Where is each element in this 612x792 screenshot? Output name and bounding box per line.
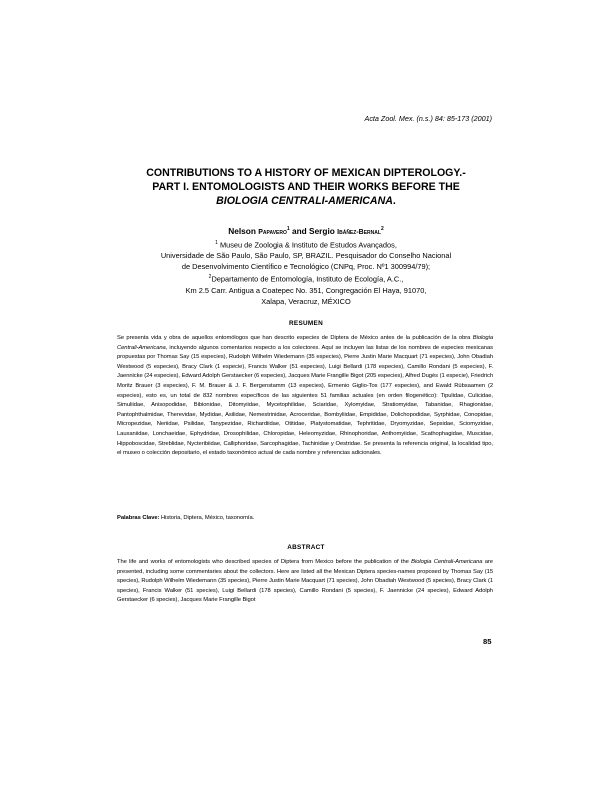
resumen-paragraph	[117, 334, 493, 459]
abstract-paragraph	[117, 558, 493, 606]
affiliations	[100, 238, 512, 307]
author-line	[100, 226, 512, 236]
resumen-heading: RESUMEN	[288, 320, 324, 327]
resumen-text-italic: Biologia Centrali-Americana	[117, 335, 493, 351]
author1-sup: 1	[286, 226, 290, 233]
author1-first: Nelson	[228, 226, 259, 236]
abstract-heading: ABSTRACT	[287, 544, 325, 551]
author-connector: and Sergio	[289, 226, 338, 236]
affiliation-2-sup: 2	[208, 274, 212, 281]
page-number: 85	[483, 637, 492, 646]
affiliation-2-line-2: Km 2.5 Carr. Antigua a Coatepec No. 351, Congregación El Haya, 91070,	[185, 285, 427, 295]
abstract-text-2: are presented, including some commentaries about the collectors. Here are listed all the Mexican Diptera species-names proposed by Thomas Say (15 species), Rudolph Wilhelm Wiedemann (35 species), Pierre Justin Marie Macquart (71 species), John Obadiah Westwood (5 species), Bracy Clark (1 species), Francis Walker (51 species), Luigi Bellardi (178 species), Camillo Rondani (5 species), F. Jaennicke (24 species), Edward Adolph Gerstaecker (6 species), Jacques Marie Frangille Bigot	[117, 559, 493, 604]
affiliation-1-line-3: de Desenvolvimento Científico e Tecnológico (CNPq, Proc. Nº1 300994/79);	[181, 262, 431, 272]
affiliation-1-text: Museu de Zoologia & Instituto de Estudos Avançados,	[217, 240, 397, 250]
paper-title	[100, 166, 512, 208]
affiliation-1-sup: 1	[215, 240, 218, 246]
resumen-text-2: , incluyendo algunos comentarios respecto a los colectores. Aquí se incluyen las listas de los nombres de especies mexicanas propuestas por Thomas Say (15 especies), Rudolph Wilhelm Wiedemann (35 especies), Pierre Justin Marie Macquart (71 especies), John Obadiah Westwood (5 especies), Bracy Clark (1 especie), Francis Walker (51 especies), Luigi Bellardi (178 especies), Camillo Rondani (5 especies), F. Jaennicke (24 especies), Edward Adolph Gerstaecker (6 especies), Jacques Marie Frangille Bigot (205 especies), Alfred Dugès (1 especie), Friedrich Moritz Brauer (3 especies), F. M. Brauer & J. F. Bergenstamm (13 especies), Ermenio Giglio-Tos (177 especies), and Ewald Rübsaamen (2 especies), esto es, un total de 832 nombres específicos de las siguientes 51 familias actuales (en orden filogenético): Tipulidae, Culicidae, Simuliidae, Anisopodidae, Bibionidae, Ditomyiidae, Mycetophilidae, Sciaridae, Xylomyidae, Stratiomyidae, Tabanidae, Rhagionidae, Pantophthalmidae, Therevidae, Mydidae, Asilidae, Nemestrinidae, Acroceridae, Bombyliidae, Empididae, Dolichopodidae, Syrphidae, Conopidae, Micropezidae, Neriidae, Psilidae, Tanypezidae, Richardiidae, Otitidae, Platystomatidae, Tephritidae, Dryomyzidae, Sepsidae, Sciomyzidae, Lauxaniidae, Lonchaeidae, Ephydridae, Drosophilidae, Chloropidae, Heleomyzidae, Rhinophoridae, Anthomyiidae, Scathophagidae, Muscidae, Hippoboscidae, Streblidae, Nycteribiidae, Calliphoridae, Sarcophagidae, Tachinidae y Oestridae. Se presenta la referencia original, la localidad tipo, el museo o colección depositario, el estado taxonómico actual de cada nombre y referencias adicionales.	[117, 344, 493, 457]
keywords-text: Historia, Diptera, México, taxonomía.	[159, 515, 255, 521]
affiliation-1-line-1	[100, 238, 512, 250]
affiliation-2-text: Departamento de Entomología, Instituto de Ecología, A.C.,	[211, 274, 404, 284]
author2-last: Ibáñez-Bernal	[337, 229, 381, 236]
keywords-label: Palabras Clave:	[117, 515, 160, 521]
author2-sup: 2	[380, 226, 384, 233]
journal-citation: Acta Zool. Mex. (n.s.) 84: 85-173 (2001)	[364, 114, 492, 123]
affiliation-2-line-3: Xalapa, Veracruz, MÉXICO	[261, 296, 351, 306]
abstract-text-1: The life and works of entomologists who described species of Diptera from Mexico before the publication of the	[117, 559, 412, 565]
abstract-text-italic: Biologia Centrali-Americana	[411, 559, 483, 565]
title-line-2: PART I. ENTOMOLOGISTS AND THEIR WORKS BEFORE THE	[152, 181, 460, 193]
title-italic-part: BIOLOGIA CENTRALI-AMERICANA	[216, 195, 393, 207]
title-line-1: CONTRIBUTIONS TO A HISTORY OF MEXICAN DIPTEROLOGY.-	[146, 167, 466, 179]
title-line-3	[100, 194, 512, 208]
resumen-text-1: Se presenta vida y obra de aquellos entomólogos que han descrito especies de Diptera de México antes de la publicación de la obra	[117, 335, 473, 341]
title-end: .	[392, 195, 396, 207]
affiliation-1-line-2: Universidade de São Paulo, São Paulo, SP, BRAZIL. Pesquisador do Conselho Nacional	[160, 251, 452, 261]
affiliation-2-line-1	[100, 272, 512, 284]
author1-last: Papavero	[258, 229, 287, 236]
keywords-line	[117, 514, 493, 524]
